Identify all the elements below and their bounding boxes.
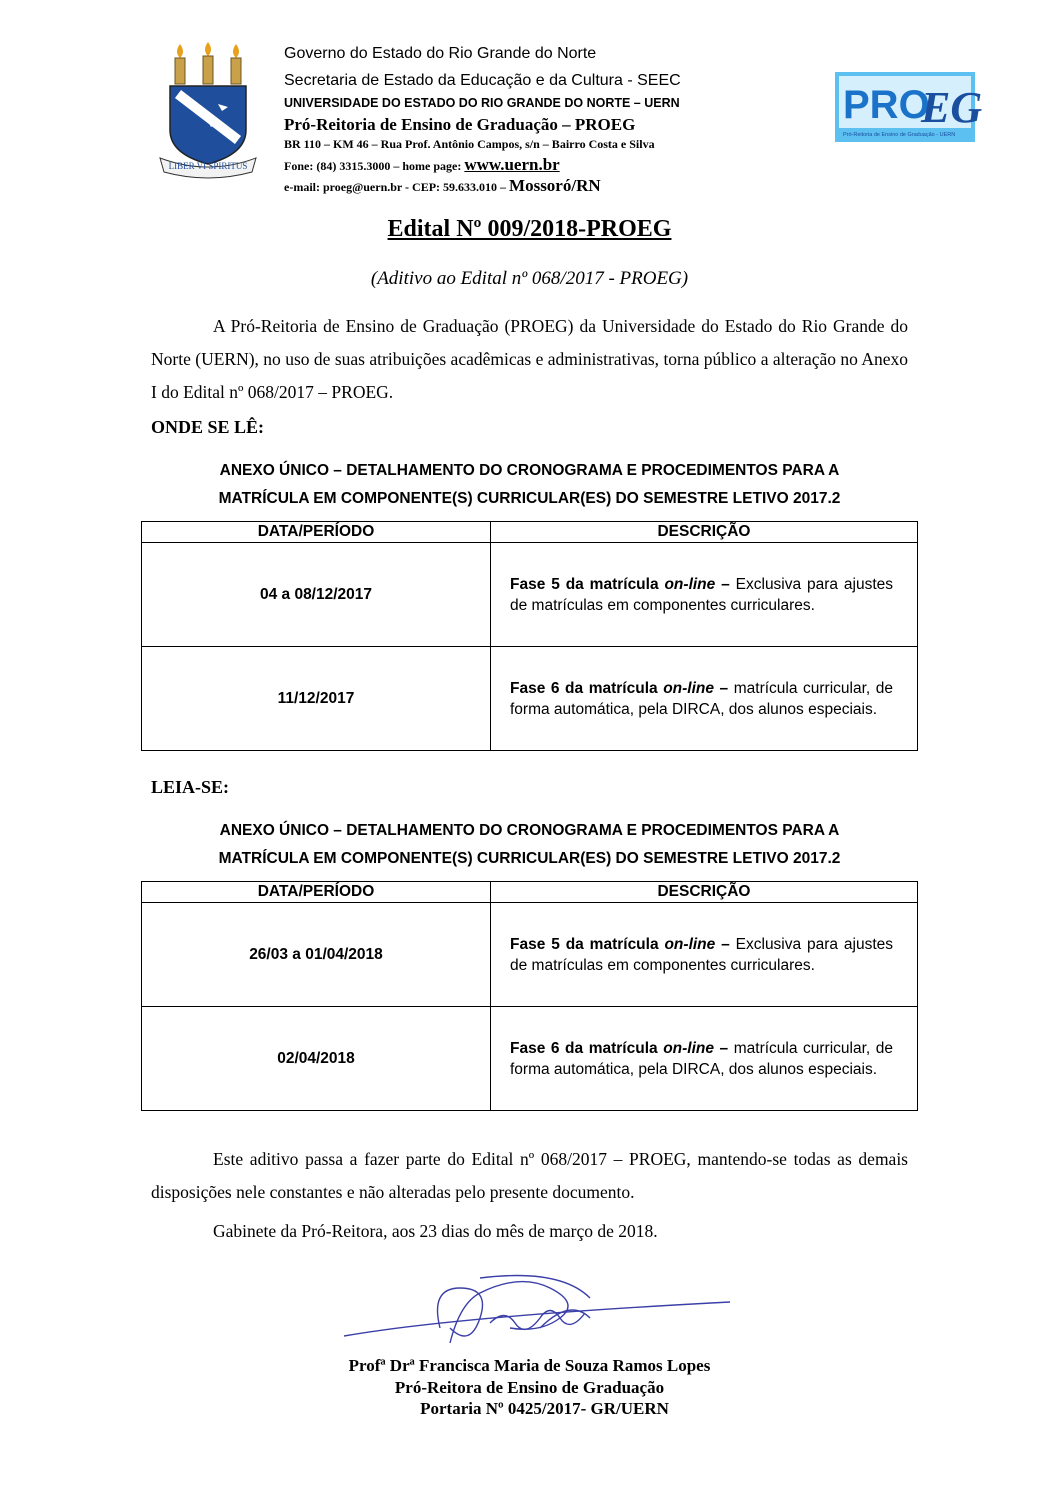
header-address-line: BR 110 – KM 46 – Rua Prof. Antônio Campos, s/n – Bairro Costa e Silva (284, 137, 655, 151)
column-header-description: DESCRIÇÃO (491, 882, 918, 903)
row-date: 02/04/2018 (142, 1007, 491, 1111)
leia-annex-title (0, 817, 1059, 873)
table-row (142, 903, 918, 1007)
table-row (142, 1007, 918, 1111)
table-header-row (142, 882, 918, 903)
header-gov-line: Governo do Estado do Rio Grande do Norte (284, 45, 597, 62)
header-proreitoria-line: Pró-Reitoria de Ensino de Graduação – PROEG (284, 115, 636, 134)
header-phone-line (284, 155, 560, 175)
closing-paragraph-text: Este aditivo passa a fazer parte do Edital nº 068/2017 – PROEG, mantendo-se todas as demais disposições nele constantes e não alteradas pelo presente documento. (151, 1149, 908, 1202)
table-row (142, 543, 918, 647)
leia-annex-line1: ANEXO ÚNICO – DETALHAMENTO DO CRONOGRAMA E PROCEDIMENTOS PARA A (219, 822, 840, 839)
onde-annex-line1: ANEXO ÚNICO – DETALHAMENTO DO CRONOGRAMA E PROCEDIMENTOS PARA A (219, 462, 840, 479)
column-header-date: DATA/PERÍODO (142, 882, 491, 903)
row-description: Fase 5 da matrícula on-line – Exclusiva para ajustes de matrículas em componentes curriculares. (491, 543, 918, 647)
row-description: Fase 6 da matrícula on-line – matrícula curricular, de forma automática, pela DIRCA, dos alunos especiais. (491, 1007, 918, 1111)
row-description: Fase 5 da matrícula on-line – Exclusiva para ajustes de matrículas em componentes curriculares. (491, 903, 918, 1007)
document-subtitle: (Aditivo ao Edital nº 068/2017 - PROEG) (370, 268, 689, 289)
header-homepage-link[interactable]: www.uern.br (464, 155, 560, 174)
document-title: Edital Nº 009/2018-PROEG (387, 216, 672, 242)
header-phone-text: Fone: (84) 3315.3000 – home page: (284, 159, 465, 173)
header-university-line: UNIVERSIDADE DO ESTADO DO RIO GRANDE DO NORTE – UERN (284, 96, 680, 110)
row-date: 26/03 a 01/04/2018 (142, 903, 491, 1007)
header-city: Mossoró/RN (509, 176, 601, 195)
table-row (142, 647, 918, 751)
intro-paragraph-text: A Pró-Reitoria de Ensino de Graduação (PROEG) da Universidade do Estado do Rio Grande do Norte (UERN), no uso de suas atribuições acadêmicas e administrativas, torna público a alteração no Anexo I do Edital nº 068/2017 – PROEG. (151, 316, 908, 402)
proeg-logo-tagline: Pró-Reitoria de Ensino de Graduação - UERN (843, 132, 956, 138)
header-email-line (284, 176, 601, 196)
proeg-logo (835, 72, 983, 142)
column-header-date: DATA/PERÍODO (142, 522, 491, 543)
row-date: 04 a 08/12/2017 (142, 543, 491, 647)
closing-paragraph (151, 1143, 908, 1209)
proeg-logo-eg: EG (921, 83, 983, 132)
row-description: Fase 6 da matrícula on-line – matrícula curricular, de forma automática, pela DIRCA, dos alunos especiais. (491, 647, 918, 751)
leia-annex-line2: MATRÍCULA EM COMPONENTE(S) CURRICULAR(ES) DO SEMESTRE LETIVO 2017.2 (218, 850, 841, 867)
table-header-row (142, 522, 918, 543)
uern-crest-logo (158, 40, 258, 180)
onde-se-le-label: ONDE SE LÊ: (151, 417, 265, 437)
row-date: 11/12/2017 (142, 647, 491, 751)
onde-annex-line2: MATRÍCULA EM COMPONENTE(S) CURRICULAR(ES) DO SEMESTRE LETIVO 2017.2 (218, 490, 841, 507)
signatory-portaria: Portaria Nº 0425/2017- GR/UERN (420, 1399, 669, 1418)
gabinete-line: Gabinete da Pró-Reitora, aos 23 dias do mês de março de 2018. (213, 1221, 658, 1241)
intro-paragraph (151, 310, 908, 409)
leia-schedule-table (141, 881, 918, 1111)
leia-se-label: LEIA-SE: (151, 777, 230, 797)
crest-motto: LIBER VI SPIRITUS (168, 161, 248, 171)
signatory-name: Profª Drª Francisca Maria de Souza Ramos Lopes (348, 1356, 711, 1375)
column-header-description: DESCRIÇÃO (491, 522, 918, 543)
handwritten-signature (340, 1268, 740, 1358)
onde-schedule-table (141, 521, 918, 751)
signatory-role: Pró-Reitora de Ensino de Graduação (394, 1378, 665, 1397)
proeg-logo-pro: PRO (843, 83, 930, 127)
header-secretaria-line: Secretaria de Estado da Educação e da Cultura - SEEC (284, 72, 681, 89)
onde-annex-title (0, 457, 1059, 513)
header-email-text: e-mail: proeg@uern.br - CEP: 59.633.010 – (284, 180, 510, 194)
